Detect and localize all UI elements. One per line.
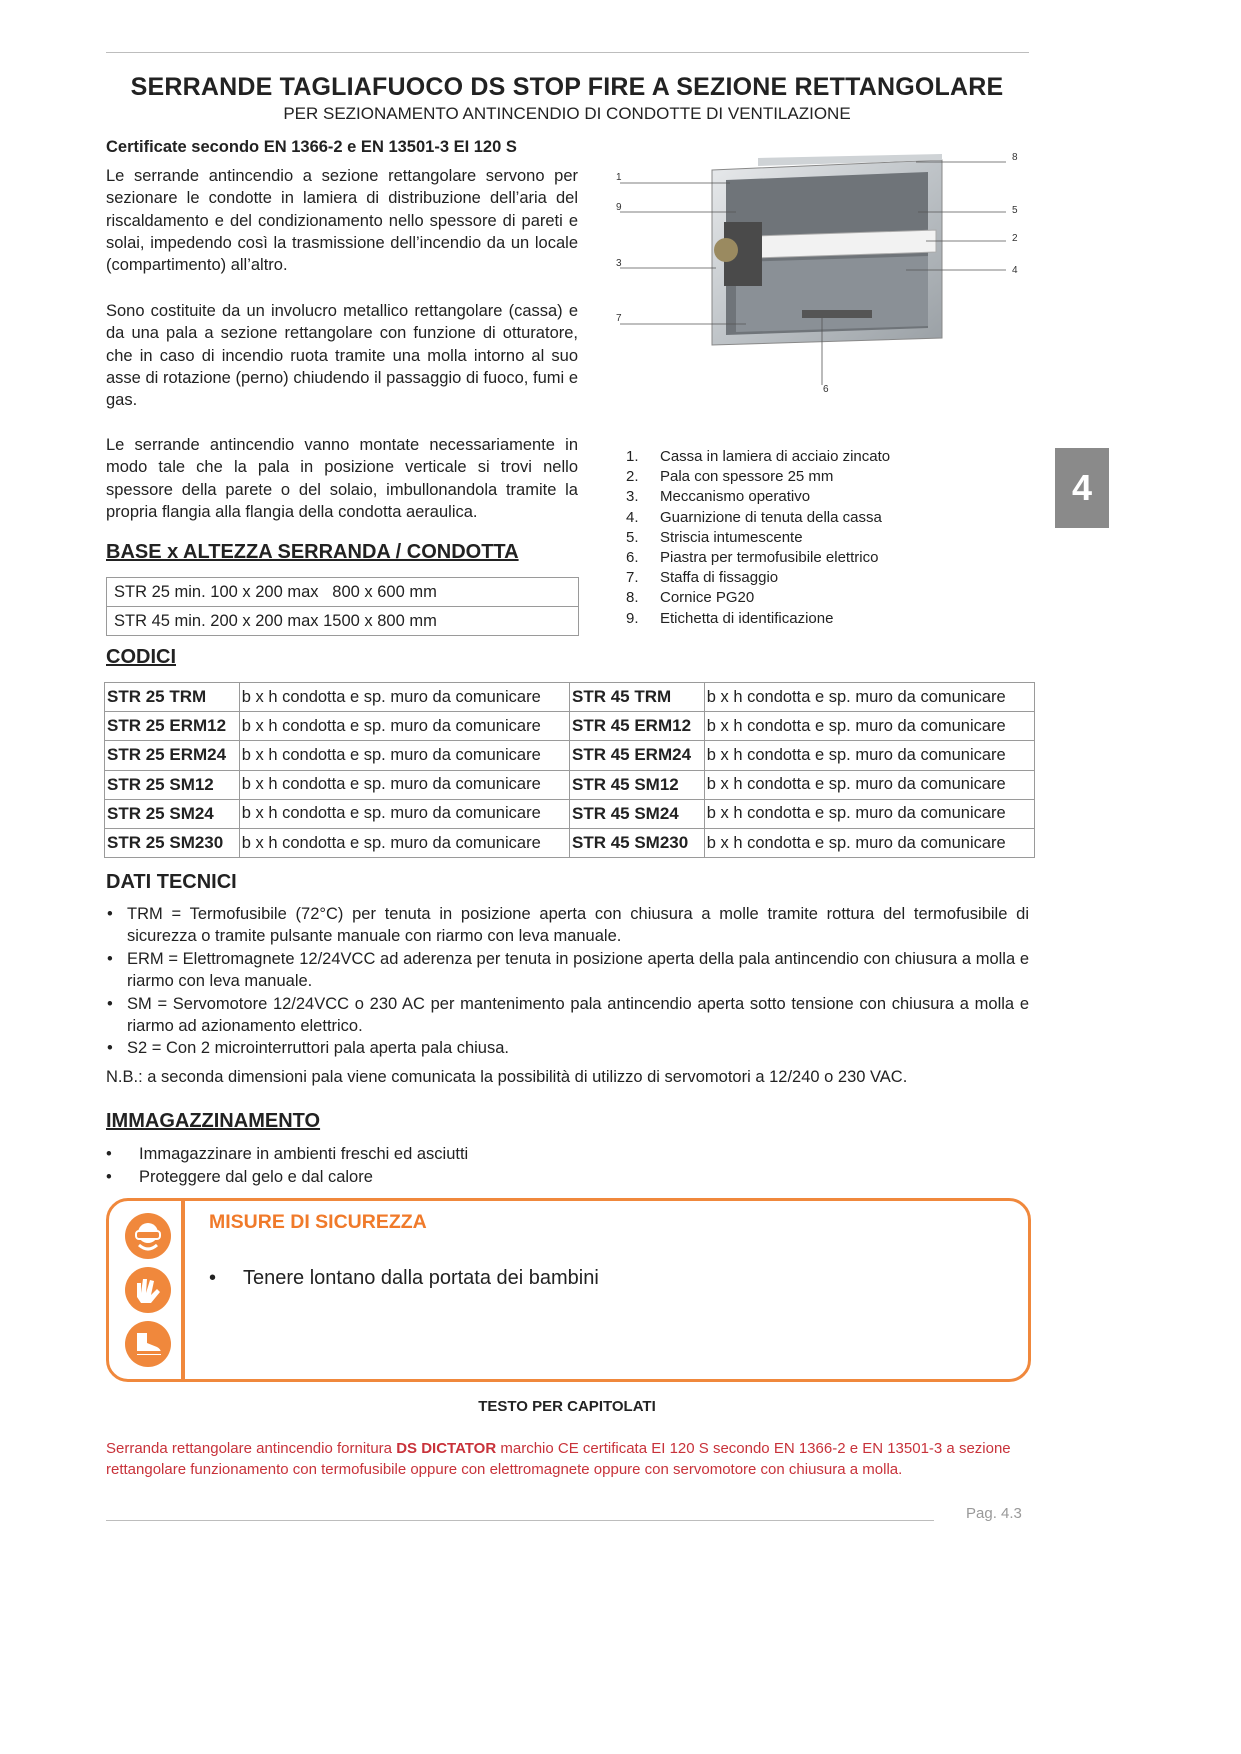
safety-box — [106, 1198, 1031, 1382]
safety-divider — [181, 1201, 185, 1379]
page-title: SERRANDE TAGLIAFUOCO DS STOP FIRE A SEZIONE RETTANGOLARE — [130, 73, 1004, 101]
bottom-rule — [106, 1520, 934, 1521]
code-cell: STR 25 SM24 — [105, 799, 240, 828]
certification-line: Certificate secondo EN 1366-2 e EN 13501-3 EI 120 S — [106, 138, 517, 156]
desc-cell: b x h condotta e sp. muro da comunicare — [239, 712, 569, 741]
brand-name: DS DICTATOR — [396, 1440, 497, 1457]
legend-item: 7. Staffa di fissaggio — [626, 569, 779, 587]
callout-label: 8 — [1012, 152, 1018, 163]
code-cell: STR 45 ERM24 — [569, 741, 704, 770]
list-item: • SM = Servomotore 12/24VCC o 230 AC per mantenimento pala antincendio aperta sotto tensione con chiusura a molla e riarmo ad azionamento elettrico. — [107, 994, 1029, 1036]
desc-cell: b x h condotta e sp. muro da comunicare — [239, 799, 569, 828]
code-cell: STR 45 SM24 — [569, 799, 704, 828]
code-cell: STR 25 SM230 — [105, 828, 240, 857]
list-item: • Proteggere dal gelo e dal calore — [106, 1167, 373, 1186]
codes-table — [104, 682, 1035, 858]
safety-item: • Tenere lontano dalla portata dei bambini — [209, 1267, 599, 1289]
base-table — [106, 577, 579, 636]
safety-shoe-icon — [125, 1321, 171, 1367]
table-row — [105, 712, 1035, 741]
thermal-plate-shape — [802, 310, 872, 318]
dati-heading: DATI TECNICI — [106, 871, 237, 893]
list-item: • S2 = Con 2 microinterruttori pala aperta pala chiusa. — [107, 1039, 509, 1058]
code-cell: STR 25 ERM24 — [105, 741, 240, 770]
code-cell: STR 25 TRM — [105, 683, 240, 712]
safety-title: MISURE DI SICUREZZA — [209, 1211, 427, 1233]
desc-cell: b x h condotta e sp. muro da comunicare — [704, 799, 1034, 828]
dati-list — [106, 903, 1029, 1060]
capitolati-text: Serranda rettangolare antincendio fornitura DS DICTATOR marchio CE certificata EI 120 S secondo EN 1366-2 e EN 13501-3 a sezione rettangolare funzionamento con termofusibile oppure con elettromagnete oppure con servomotore con chiusura a molla. — [106, 1440, 1011, 1478]
desc-cell: b x h condotta e sp. muro da comunicare — [704, 770, 1034, 799]
list-item: • Immagazzinare in ambienti freschi ed asciutti — [106, 1145, 469, 1163]
dati-note: N.B.: a seconda dimensioni pala viene comunicata la possibilità di utilizzo di servomotori a 12/240 o 230 VAC. — [106, 1068, 908, 1086]
legend-item: 9. Etichetta di identificazione — [626, 609, 834, 627]
desc-cell: b x h condotta e sp. muro da comunicare — [704, 741, 1034, 770]
table-row — [105, 741, 1035, 770]
capitolati-heading: TESTO PER CAPITOLATI — [478, 1398, 656, 1415]
callout-label: 3 — [616, 258, 622, 269]
desc-cell: b x h condotta e sp. muro da comunicare — [239, 741, 569, 770]
legend-item: 6. Piastra per termofusibile elettrico — [626, 549, 879, 567]
code-cell: STR 45 ERM12 — [569, 712, 704, 741]
page-number: Pag. 4.3 — [966, 1505, 1022, 1522]
callout-label: 4 — [1012, 265, 1018, 276]
table-cell: STR 45 min. 200 x 200 max 1500 x 800 mm — [107, 607, 579, 636]
table-row — [107, 578, 579, 607]
table-cell: STR 25 min. 100 x 200 max 800 x 600 mm — [107, 578, 579, 607]
code-cell: STR 25 SM12 — [105, 770, 240, 799]
legend-item: 3. Meccanismo operativo — [626, 488, 811, 506]
code-cell: STR 45 SM12 — [569, 770, 704, 799]
intro-paragraph-2: Sono costituite da un involucro metallico rettangolare (cassa) e da una pala a sezione rettangolare con funzione di otturatore, che in caso di incendio ruota tramite una molla intorno al suo asse di rotazione (perno) chiudendo il passaggio di fuoco, fumi e gas. — [106, 302, 578, 410]
legend-item: 2. Pala con spessore 25 mm — [626, 468, 834, 486]
callout-label: 5 — [1012, 205, 1018, 216]
mechanism-knob — [714, 238, 738, 262]
code-cell: STR 45 SM230 — [569, 828, 704, 857]
callout-label: 1 — [616, 172, 622, 183]
legend-item: 5. Striscia intumescente — [626, 528, 803, 546]
table-row — [105, 770, 1035, 799]
legend-item: 8. Cornice PG20 — [626, 589, 755, 607]
goggles-icon — [125, 1213, 171, 1259]
casing-lower — [736, 256, 928, 332]
top-rule — [106, 52, 1029, 53]
desc-cell: b x h condotta e sp. muro da comunicare — [704, 683, 1034, 712]
table-row — [105, 683, 1035, 712]
callout-label: 6 — [823, 384, 829, 395]
code-cell: STR 25 ERM12 — [105, 712, 240, 741]
storage-list — [106, 1143, 468, 1188]
table-row — [105, 799, 1035, 828]
callout-label: 9 — [616, 202, 622, 213]
desc-cell: b x h condotta e sp. muro da comunicare — [704, 712, 1034, 741]
desc-cell: b x h condotta e sp. muro da comunicare — [239, 683, 569, 712]
intro-paragraph-1: Le serrande antincendio a sezione rettangolare servono per sezionare le condotte in lamiera di distribuzione dell’aria del riscaldamento e del condizionamento nello spessore di pareti e solai, impedendo così la trasmissione dell’incendio da un locale (compartimento) all’altro. — [106, 167, 578, 275]
table-row — [107, 607, 579, 636]
damper-illustration — [606, 140, 1036, 400]
desc-cell: b x h condotta e sp. muro da comunicare — [239, 828, 569, 857]
storage-heading: IMMAGAZZINAMENTO — [106, 1110, 321, 1132]
list-item: • TRM = Termofusibile (72°C) per tenuta in posizione aperta con chiusura a molle tramite rottura del termofusibile di sicurezza o tramite pulsante manuale con riarmo con leva manuale. — [107, 905, 1029, 946]
table-row — [105, 828, 1035, 857]
callout-label: 2 — [1012, 233, 1018, 244]
page-subtitle: PER SEZIONAMENTO ANTINCENDIO DI CONDOTTE DI VENTILAZIONE — [283, 104, 851, 123]
intro-paragraph-3: Le serrande antincendio vanno montate necessariamente in modo tale che la pala in posizione verticale si trovi nello spessore della parete o del solaio, imbullonandola tramite la propria flangia alla flangia della condotta aeraulica. — [106, 436, 578, 521]
desc-cell: b x h condotta e sp. muro da comunicare — [704, 828, 1034, 857]
desc-cell: b x h condotta e sp. muro da comunicare — [239, 770, 569, 799]
gloves-icon — [125, 1267, 171, 1313]
legend-item: 1. Cassa in lamiera di acciaio zincato — [626, 448, 891, 465]
figure-legend — [626, 447, 890, 629]
callout-label: 7 — [616, 313, 622, 324]
list-item: • ERM = Elettromagnete 12/24VCC ad aderenza per tenuta in posizione aperta della pala antincendio con chiusura a molla e riarmo con leva manuale. — [107, 949, 1029, 991]
code-cell: STR 45 TRM — [569, 683, 704, 712]
legend-item: 4. Guarnizione di tenuta della cassa — [626, 508, 882, 526]
chapter-tab[interactable]: 4 — [1055, 448, 1109, 528]
base-heading: BASE x ALTEZZA SERRANDA / CONDOTTA — [106, 541, 519, 563]
codici-heading: CODICI — [106, 646, 176, 668]
